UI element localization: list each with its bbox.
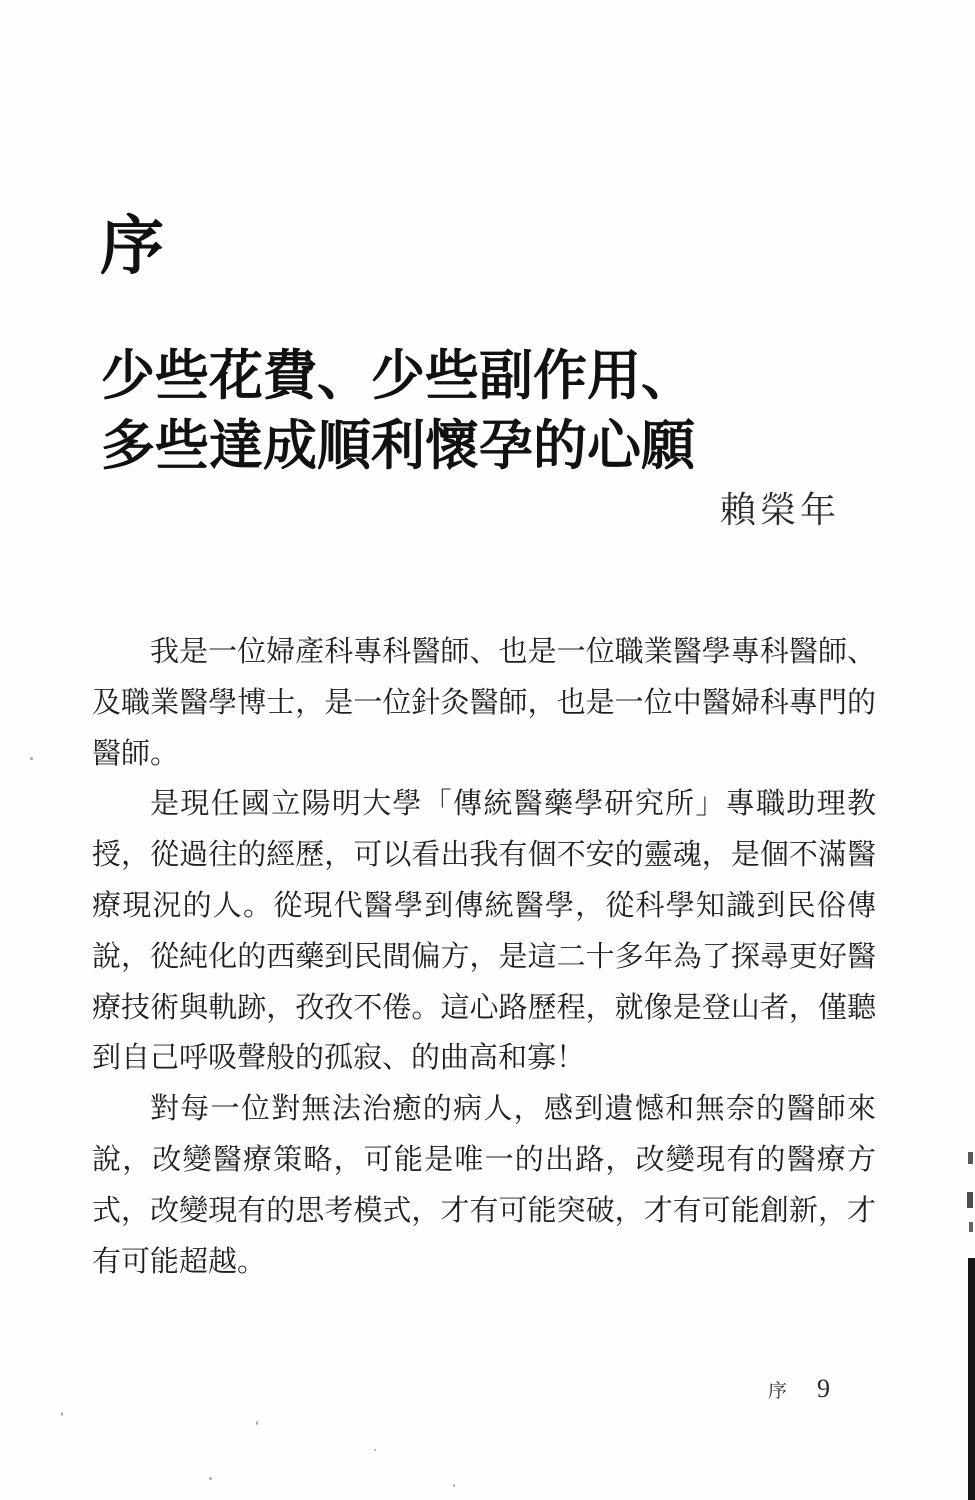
article-title-line-1: 少些花費、少些副作用、 [101, 345, 695, 406]
page-footer [768, 1374, 830, 1404]
footer-section-label: 序 [768, 1381, 788, 1402]
scan-speck [374, 1449, 376, 1451]
scan-edge-mark [967, 1192, 973, 1208]
scan-speck [209, 1477, 212, 1480]
body-paragraph-1: 我是一位婦產科專科醫師、也是一位職業醫學專科醫師、及職業醫學博士，是一位針灸醫師，也是一位中醫婦科專門的醫師。 [92, 636, 876, 770]
scan-edge-mark [968, 1152, 973, 1164]
author-name: 賴榮年 [720, 490, 841, 530]
scan-speck [453, 1484, 455, 1487]
scan-speck [30, 757, 33, 760]
scan-edge-line [968, 1258, 975, 1500]
scan-speck [61, 1412, 63, 1416]
body-text [92, 627, 876, 1287]
footer-page-number: 9 [817, 1374, 831, 1403]
body-paragraph-2: 是現任國立陽明大學「傳統醫藥學研究所」專職助理教授，從過往的經歷，可以看出我有個不安的靈魂，是個不滿醫療現況的人。從現代醫學到傳統醫學，從科學知識到民俗傳說，從純化的西藥到民間偏方，是這二十多年為了探尋更好醫療技術與軌跡，孜孜不倦。這心路歷程，就像是登山者，僅聽到自己呼吸聲般的孤寂、的曲高和寡！ [92, 788, 876, 1075]
article-title [101, 341, 695, 481]
article-title-line-2: 多些達成順利懷孕的心願 [101, 415, 695, 476]
scan-speck [256, 1421, 258, 1425]
body-paragraph-3: 對每一位對無法治癒的病人，感到遺憾和無奈的醫師來說，改變醫療策略，可能是唯一的出路，改變現有的醫療方式，改變現有的思考模式，才有可能突破，才有可能創新，才有可能超越。 [92, 1093, 876, 1278]
chapter-title: 序 [100, 210, 164, 282]
scan-edge-mark [969, 1222, 973, 1232]
